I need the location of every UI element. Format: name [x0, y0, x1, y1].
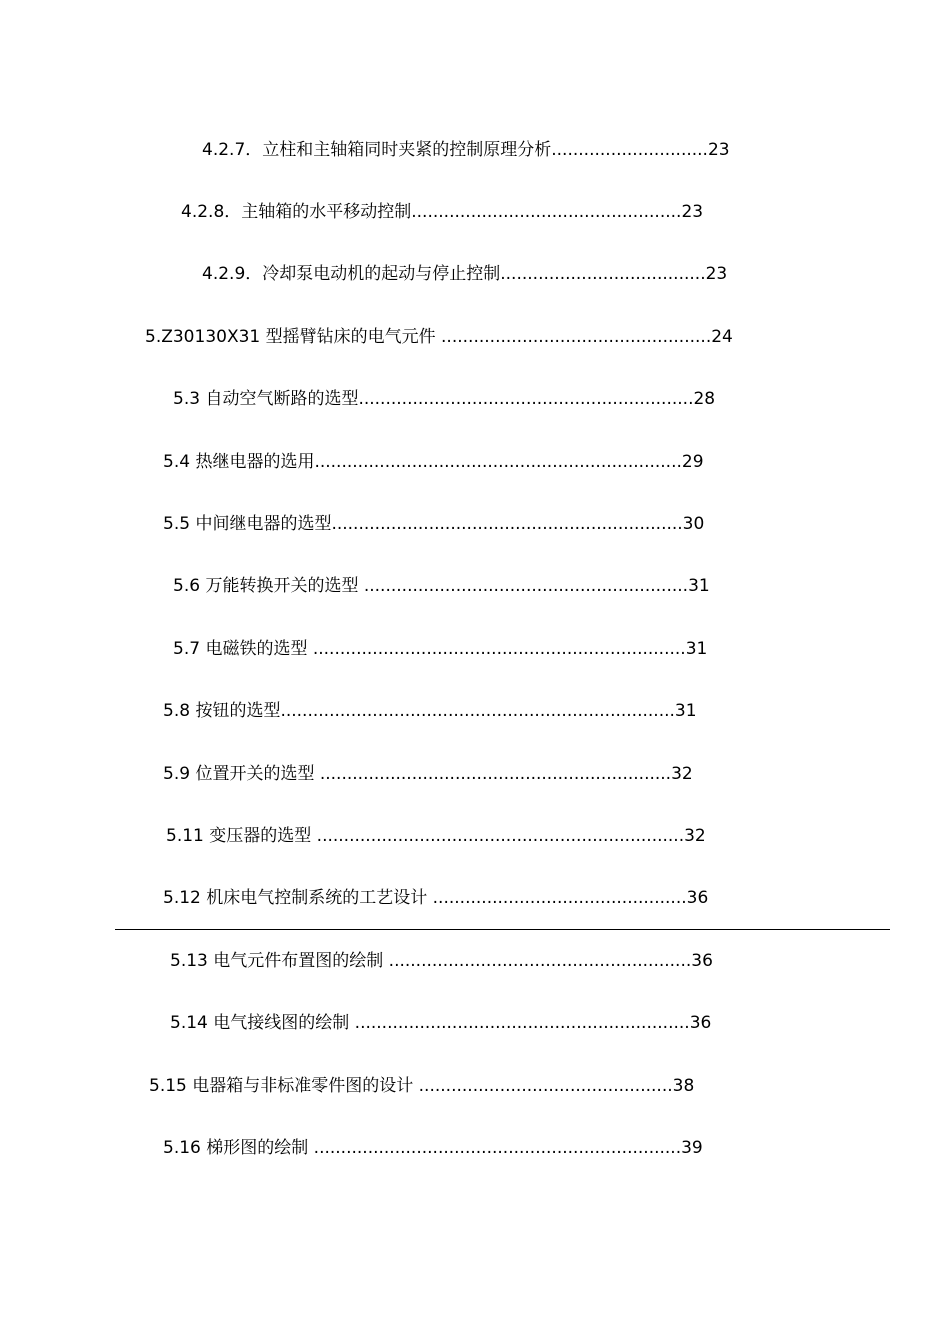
- toc-entry-5-8[interactable]: [163, 700, 697, 722]
- toc-entry-5[interactable]: [145, 326, 733, 348]
- toc-entry-text: 5.9 位置开关的选型 .................................................................32: [163, 764, 693, 784]
- toc-entry-text: 5.7 电磁铁的选型 .....................................................................31: [173, 639, 708, 659]
- toc-entry-text: 5.14 电气接线图的绘制 ..............................................................36: [170, 1013, 712, 1033]
- toc-entry-text: 4.2.8．主轴箱的水平移动控制..................................................23: [181, 202, 704, 222]
- toc-entry-text: 5.16 梯形图的绘制 ....................................................................39: [163, 1138, 703, 1158]
- toc-entry-4-2-7[interactable]: [202, 139, 730, 161]
- toc-entry-5-13[interactable]: [170, 950, 713, 972]
- toc-entry-5-6[interactable]: [173, 575, 710, 597]
- toc-entry-text: 5.8 按钮的选型.........................................................................31: [163, 701, 697, 721]
- toc-entry-text: 5.11 变压器的选型 ....................................................................32: [166, 826, 706, 846]
- toc-entry-5-4[interactable]: [163, 451, 704, 473]
- toc-entry-text: 5.4 热继电器的选用....................................................................29: [163, 452, 704, 472]
- toc-entry-5-12[interactable]: [163, 887, 708, 909]
- toc-entry-text: 4.2.9．冷却泵电动机的起动与停止控制......................................23: [202, 264, 728, 284]
- toc-entry-5-5[interactable]: [163, 513, 704, 535]
- toc-entry-text: 5.15 电器箱与非标准零件图的设计 ...............................................38: [149, 1076, 695, 1096]
- toc-entry-5-15[interactable]: [149, 1075, 694, 1097]
- toc-entry-text: 5.6 万能转换开关的选型 ............................................................31: [173, 576, 710, 596]
- toc-entry-5-7[interactable]: [173, 638, 707, 660]
- toc-entry-4-2-9[interactable]: [202, 263, 727, 285]
- toc-entry-text: 5.3 自动空气断路的选型..............................................................28: [173, 389, 716, 409]
- toc-entry-5-3[interactable]: [173, 388, 715, 410]
- toc-entry-5-16[interactable]: [163, 1137, 703, 1159]
- toc-entry-5-11[interactable]: [166, 825, 706, 847]
- toc-entry-text: 5.5 中间继电器的选型.................................................................30: [163, 514, 705, 534]
- toc-entry-text: 5.12 机床电气控制系统的工艺设计 ...............................................36: [163, 888, 709, 908]
- toc-entry-text: 5.13 电气元件布置图的绘制 ........................................................36: [170, 951, 713, 971]
- toc-entry-5-9[interactable]: [163, 763, 693, 785]
- toc-entry-text: 4.2.7．立柱和主轴箱同时夹紧的控制原理分析.............................23: [202, 140, 730, 160]
- toc-entry-5-14[interactable]: [170, 1012, 711, 1034]
- page-divider: [115, 929, 890, 930]
- toc-entry-text: 5.Z30130X31 型摇臂钻床的电气元件 ..................................................24: [145, 327, 733, 347]
- toc-entry-4-2-8[interactable]: [181, 201, 703, 223]
